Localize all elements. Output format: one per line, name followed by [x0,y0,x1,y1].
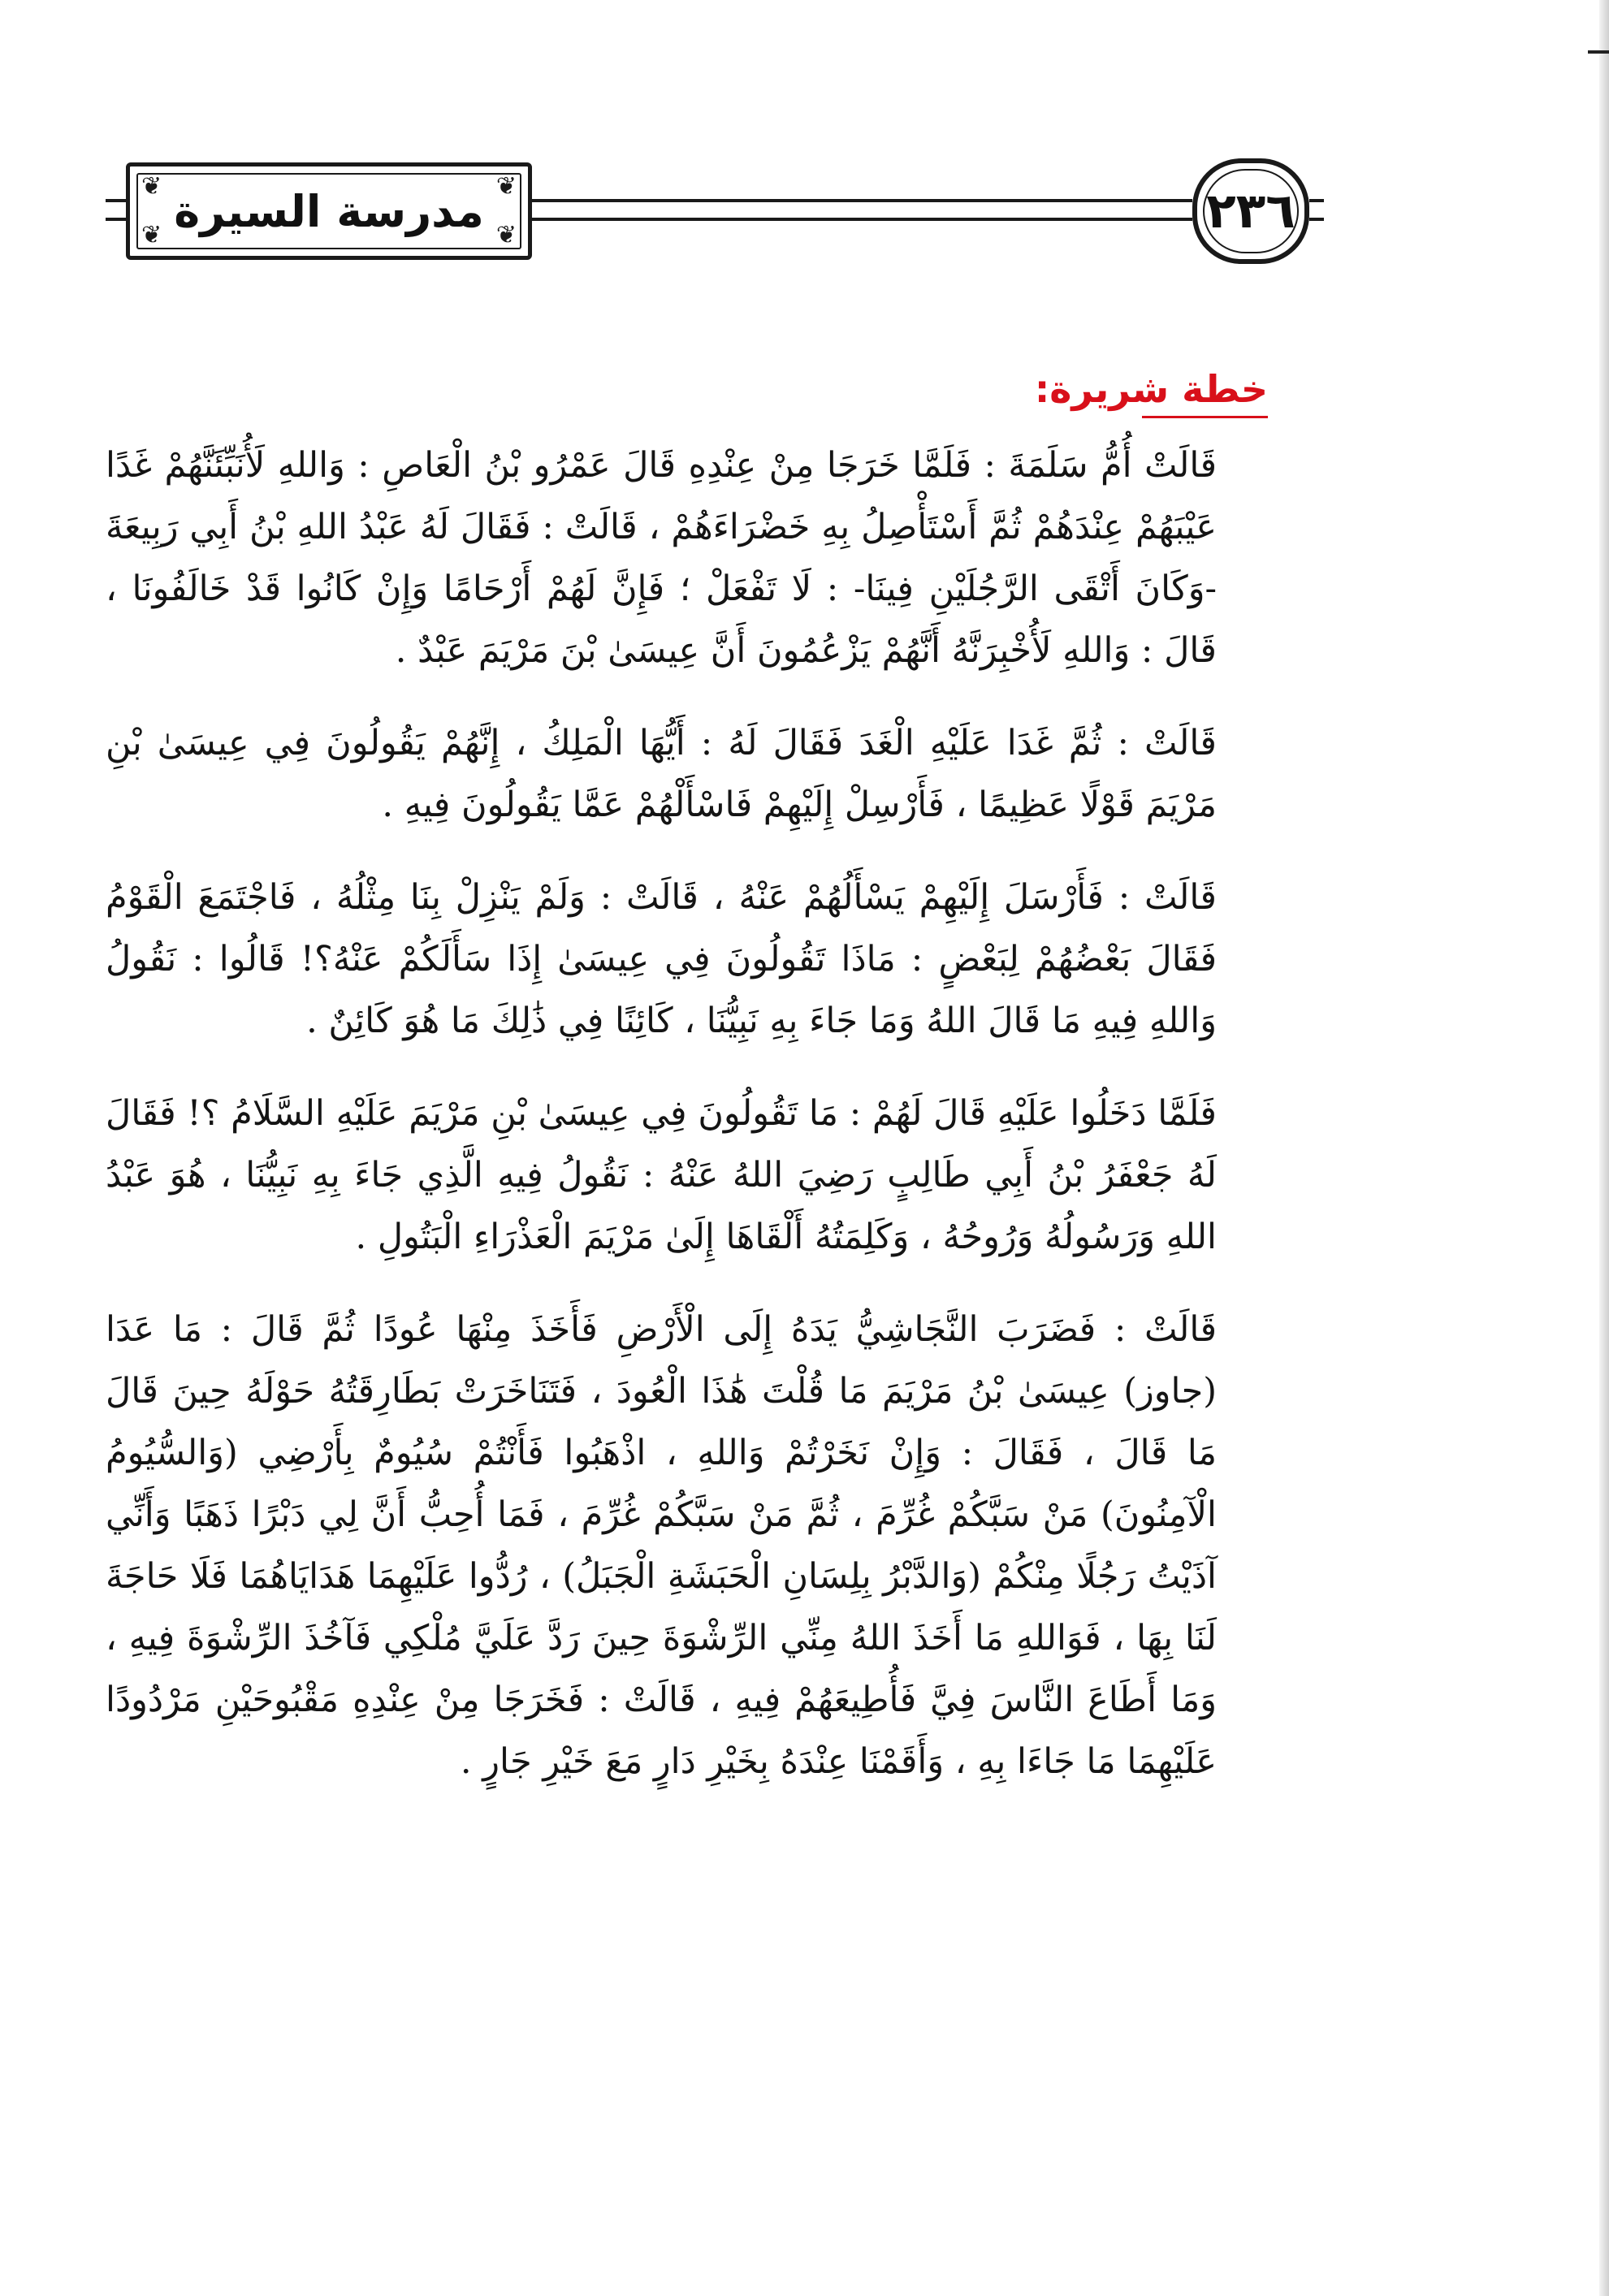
header-rule [1309,199,1324,202]
corner-ornament-icon: ❦ [495,172,517,201]
page-number: ٢٣٦ [1206,183,1295,240]
page-number-frame [1192,158,1309,264]
body-text [106,435,1217,1823]
section-heading: خطة شريرة: [1034,367,1268,411]
paragraph: قَالَتْ : ثُمَّ غَدَا عَلَيْهِ الْغَدَ فَقَالَ لَهُ : أَيُّهَا الْمَلِكُ ، إِنَّهُمْ يَقُولُونَ فِي عِيسَىٰ بْنِ مَرْيَمَ قَوْلًا عَظِيمًا ، فَأَرْسِلْ إِلَيْهِمْ فَاسْأَلْهُمْ عَمَّا يَقُولُونَ فِيهِ . [106,723,1217,825]
header-rule [532,199,1192,202]
paragraph: قَالَتْ أُمُّ سَلَمَةَ : فَلَمَّا خَرَجَا مِنْ عِنْدِهِ قَالَ عَمْرُو بْنُ الْعَاصِ : وَاللهِ لَأُنَبِّئَنَّهُمْ غَدًا عَيْبَهُمْ عِنْدَهُمْ ثُمَّ أَسْتَأْصِلُ بِهِ خَضْرَاءَهُمْ ، قَالَتْ : فَقَالَ لَهُ عَبْدُ اللهِ بْنُ أَبِي رَبِيعَةَ -وَكَانَ أَتْقَى الرَّجُلَيْنِ فِينَا- : لَا تَفْعَلْ ؛ فَإِنَّ لَهُمْ أَرْحَامًا وَإِنْ كَانُوا قَدْ خَالَفُونَا ، قَالَ : وَاللهِ لَأُخْبِرَنَّهُ أَنَّهُمْ يَزْعُمُونَ أَنَّ عِيسَىٰ بْنَ مَرْيَمَ عَبْدٌ . [106,445,1217,671]
corner-ornament-icon: ❦ [141,172,162,201]
corner-ornament-icon: ❦ [495,221,517,249]
page-header [106,154,1324,272]
paragraph: قَالَتْ : فَضَرَبَ النَّجَاشِيُّ يَدَهُ إِلَى الْأَرْضِ فَأَخَذَ مِنْهَا عُودًا ثُمَّ قَالَ : مَا عَدَا (جاوز) عِيسَىٰ بْنُ مَرْيَمَ مَا قُلْتَ هَٰذَا الْعُودَ ، فَتَنَاخَرَتْ بَطَارِقَتُهُ حَوْلَهُ حِينَ قَالَ مَا قَالَ ، فَقَالَ : وَإِنْ نَخَرْتُمْ وَاللهِ ، اذْهَبُوا فَأَنْتُمْ سُيُومٌ بِأَرْضِي (وَالسُّيُومُ الْآمِنُونَ) مَنْ سَبَّكُمْ غُرِّمَ ، ثُمَّ مَنْ سَبَّكُمْ غُرِّمَ ، فَمَا أُحِبُّ أَنَّ لِي دَبْرًا ذَهَبًا وَأَنِّي آذَيْتُ رَجُلًا مِنْكُمْ (وَالدَّبْرُ بِلِسَانِ الْحَبَشَةِ الْجَبَلُ) ، رُدُّوا عَلَيْهِمَا هَدَايَاهُمَا فَلَا حَاجَةَ لَنَا بِهَا ، فَوَاللهِ مَا أَخَذَ اللهُ مِنِّي الرِّشْوَةَ حِينَ رَدَّ عَلَيَّ مُلْكِي فَآخُذَ الرِّشْوَةَ فِيهِ ، وَمَا أَطَاعَ النَّاسَ فِيَّ فَأُطِيعَهُمْ فِيهِ ، قَالَتْ : فَخَرَجَا مِنْ عِنْدِهِ مَقْبُوحَيْنِ مَرْدُودًا عَلَيْهِمَا مَا جَاءَا بِهِ ، وَأَقَمْنَا عِنْدَهُ بِخَيْرِ دَارٍ مَعَ خَيْرِ جَارٍ . [106,1309,1217,1782]
paragraph: قَالَتْ : فَأَرْسَلَ إِلَيْهِمْ يَسْأَلُهُمْ عَنْهُ ، قَالَتْ : وَلَمْ يَنْزِلْ بِنَا مِثْلُهُ ، فَاجْتَمَعَ الْقَوْمُ فَقَالَ بَعْضُهُمْ لِبَعْضٍ : مَاذَا تَقُولُونَ فِي عِيسَىٰ إِذَا سَأَلَكُمْ عَنْهُ؟! قَالُوا : نَقُولُ وَاللهِ فِيهِ مَا قَالَ اللهُ وَمَا جَاءَ بِهِ نَبِيُّنَا ، كَائِنًا فِي ذَٰلِكَ مَا هُوَ كَائِنٌ . [106,877,1217,1041]
edge-mark [1588,50,1609,54]
heading-underline [1142,416,1268,418]
header-rule [1309,218,1324,221]
header-rule [106,218,126,221]
corner-ornament-icon: ❦ [141,221,162,249]
running-title: مدرسة السيرة [174,185,484,237]
header-rule [532,218,1192,221]
page-edge [1599,0,1609,2296]
paragraph: فَلَمَّا دَخَلُوا عَلَيْهِ قَالَ لَهُمْ : مَا تَقُولُونَ فِي عِيسَىٰ بْنِ مَرْيَمَ عَلَيْهِ السَّلَامُ ؟! فَقَالَ لَهُ جَعْفَرُ بْنُ أَبِي طَالِبٍ رَضِيَ اللهُ عَنْهُ : نَقُولُ فِيهِ الَّذِي جَاءَ بِهِ نَبِيُّنَا ، هُوَ عَبْدُ اللهِ وَرَسُولُهُ وَرُوحُهُ ، وَكَلِمَتُهُ أَلْقَاهَا إِلَىٰ مَرْيَمَ الْعَذْرَاءِ الْبَتُولِ . [106,1093,1217,1257]
header-rule [106,199,126,202]
running-title-frame [126,162,532,260]
